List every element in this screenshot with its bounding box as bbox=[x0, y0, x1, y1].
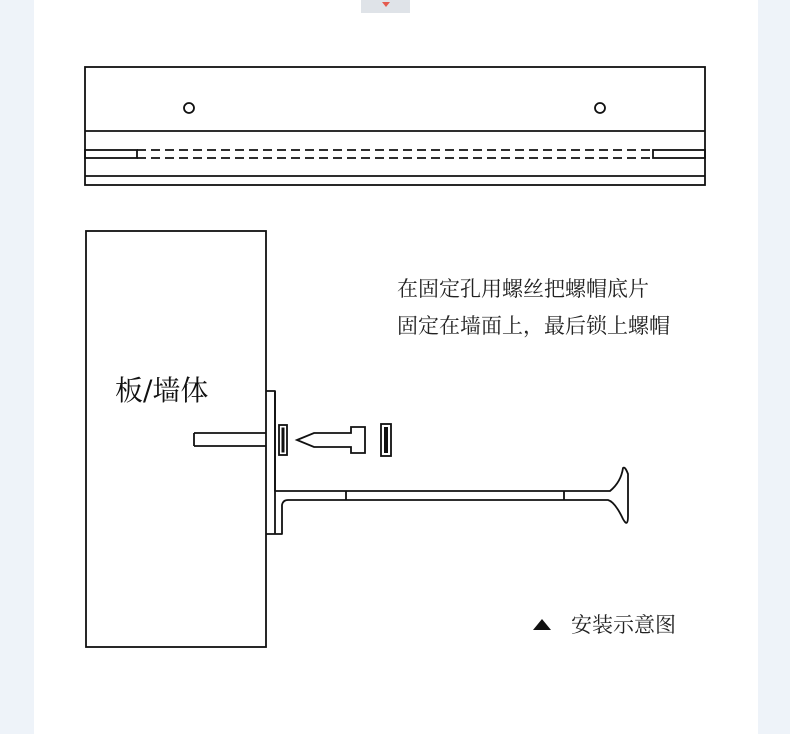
washer-left-fill bbox=[282, 428, 285, 453]
rail-end-right bbox=[653, 150, 705, 158]
rail-end-left bbox=[85, 150, 137, 158]
bracket-profile bbox=[266, 391, 628, 534]
screw-icon bbox=[297, 427, 365, 453]
instruction-line-1: 在固定孔用螺丝把螺帽底片 bbox=[397, 277, 649, 301]
nut-cap-fill bbox=[384, 427, 388, 453]
triangle-up-icon bbox=[533, 619, 551, 630]
mounting-hole-right bbox=[595, 103, 605, 113]
top-marker-box bbox=[361, 0, 410, 13]
screw-assembly bbox=[279, 424, 391, 456]
wall-section bbox=[86, 231, 266, 647]
mounting-hole-left bbox=[184, 103, 194, 113]
bracket-support-outline bbox=[266, 391, 628, 534]
top-bracket bbox=[85, 67, 705, 185]
top-marker bbox=[361, 0, 410, 13]
instruction-line-2: 固定在墙面上，最后锁上螺帽 bbox=[397, 314, 670, 338]
wall-panel bbox=[86, 231, 266, 647]
bracket-outline bbox=[85, 67, 705, 185]
wall-label: 板/墙体 bbox=[115, 374, 209, 407]
diagram-caption: 安装示意图 bbox=[571, 613, 676, 637]
